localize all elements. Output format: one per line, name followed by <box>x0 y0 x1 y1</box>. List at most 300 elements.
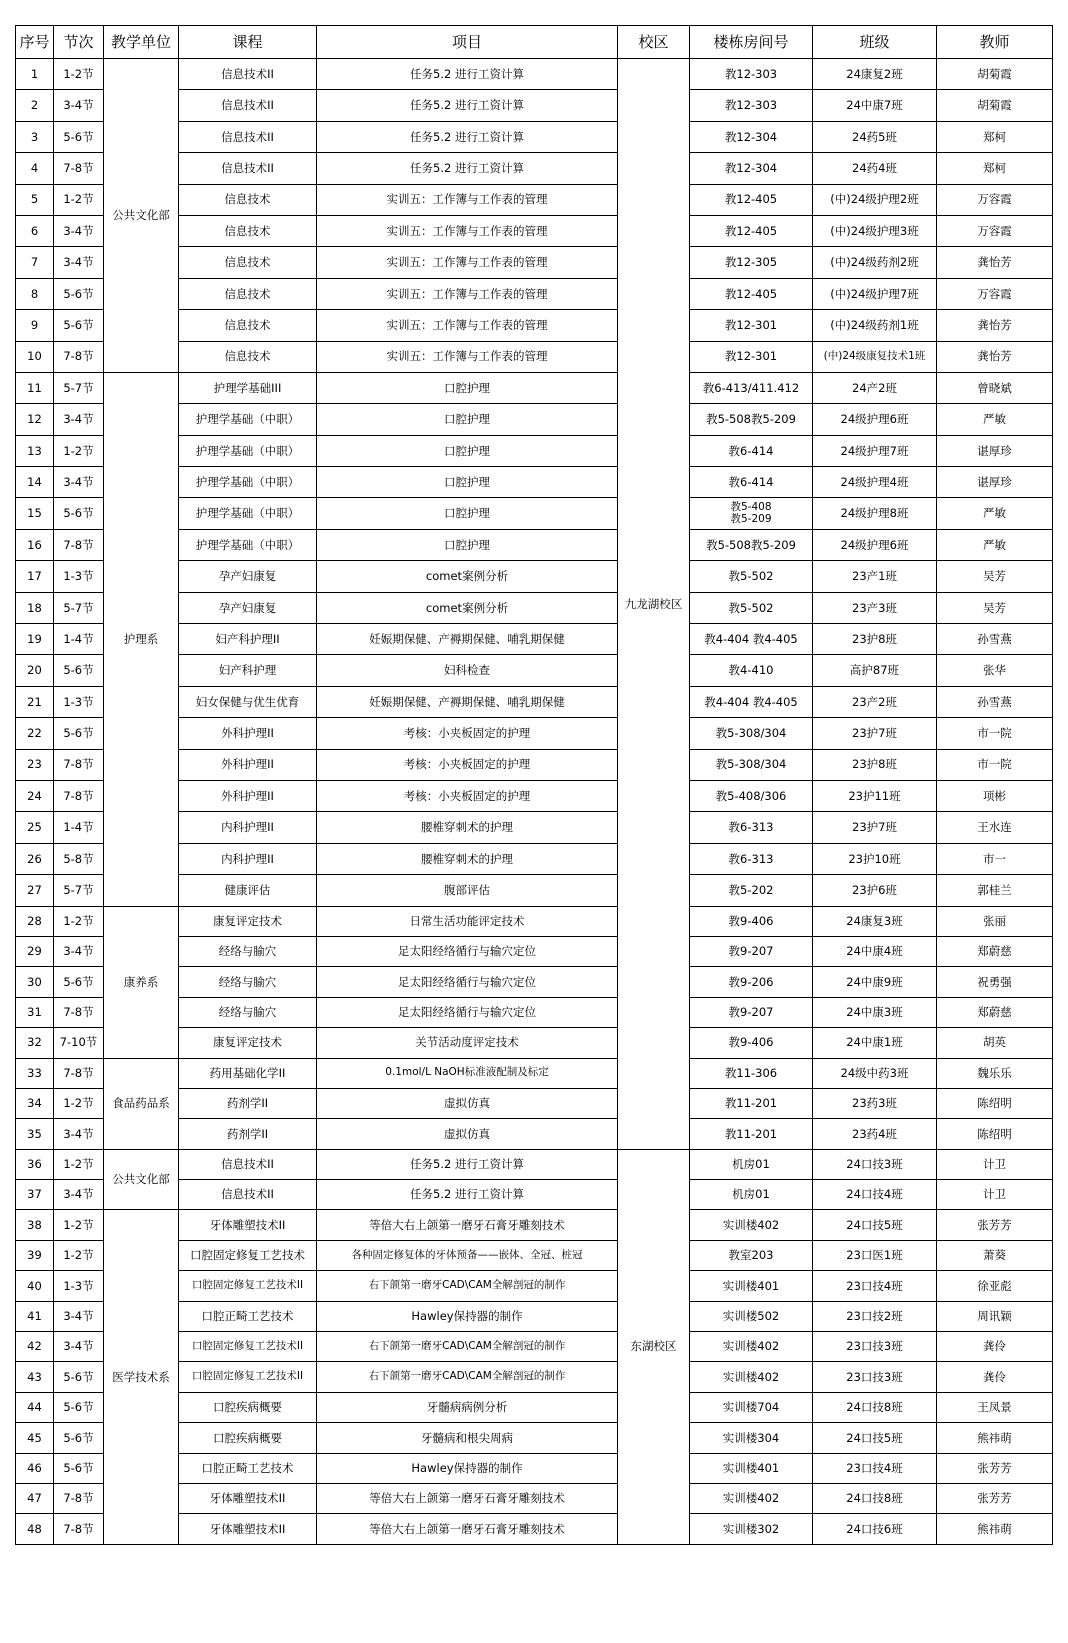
campus-cell: 九龙湖校区 <box>618 59 690 1150</box>
row-no: 20 <box>16 655 54 686</box>
row-period: 5-7节 <box>54 592 104 623</box>
row-class: 23护11班 <box>813 780 937 811</box>
row-project: 口腔护理 <box>317 498 618 529</box>
row-period: 3-4节 <box>54 936 104 966</box>
row-period: 1-4节 <box>54 812 104 843</box>
row-teacher: 龚伶 <box>937 1332 1053 1362</box>
table-row <box>16 1058 1053 1088</box>
row-period: 7-8节 <box>54 780 104 811</box>
row-room: 教9-406 <box>690 906 813 936</box>
table-body <box>16 59 1053 1545</box>
row-project: 足太阳经络循行与输穴定位 <box>317 936 618 966</box>
header-no: 序号 <box>16 26 54 59</box>
row-room: 教5-308/304 <box>690 749 813 780</box>
row-course: 信息技术II <box>179 90 317 121</box>
row-period: 1-3节 <box>54 561 104 592</box>
row-project: 日常生活功能评定技术 <box>317 906 618 936</box>
row-no: 6 <box>16 215 54 246</box>
row-class: 24口技5班 <box>813 1210 937 1240</box>
row-class: 24康复3班 <box>813 906 937 936</box>
row-class: 23药4班 <box>813 1119 937 1149</box>
row-class: 24中康1班 <box>813 1028 937 1058</box>
schedule-table <box>15 25 1053 1545</box>
row-class: (中)24级康复技术1班 <box>813 341 937 372</box>
row-teacher: 周讯颖 <box>937 1301 1053 1331</box>
row-room: 教12-304 <box>690 121 813 152</box>
row-period: 7-10节 <box>54 1028 104 1058</box>
row-period: 5-6节 <box>54 498 104 529</box>
row-course: 护理学基础（中职） <box>179 529 317 560</box>
row-class: (中)24级护理7班 <box>813 278 937 309</box>
row-period: 3-4节 <box>54 90 104 121</box>
row-no: 38 <box>16 1210 54 1240</box>
row-period: 1-2节 <box>54 184 104 215</box>
row-room: 实训楼402 <box>690 1332 813 1362</box>
row-period: 1-2节 <box>54 435 104 466</box>
header-department: 教学单位 <box>104 26 179 59</box>
row-course: 妇产科护理II <box>179 624 317 655</box>
row-teacher: 孙雪燕 <box>937 624 1053 655</box>
row-teacher: 市一院 <box>937 718 1053 749</box>
row-project: 实训五：工作簿与工作表的管理 <box>317 310 618 341</box>
row-course: 信息技术 <box>179 247 317 278</box>
row-no: 25 <box>16 812 54 843</box>
row-teacher: 郑柯 <box>937 153 1053 184</box>
row-teacher: 吴芳 <box>937 561 1053 592</box>
row-project: 关节活动度评定技术 <box>317 1028 618 1058</box>
row-room: 教12-305 <box>690 247 813 278</box>
row-no: 29 <box>16 936 54 966</box>
row-course: 信息技术II <box>179 59 317 90</box>
row-period: 1-2节 <box>54 906 104 936</box>
row-period: 1-2节 <box>54 59 104 90</box>
row-class: 24级护理6班 <box>813 529 937 560</box>
row-period: 1-3节 <box>54 686 104 717</box>
header-class: 班级 <box>813 26 937 59</box>
row-period: 1-2节 <box>54 1240 104 1270</box>
row-class: 23口技2班 <box>813 1301 937 1331</box>
row-period: 3-4节 <box>54 1332 104 1362</box>
department-cell: 公共文化部 <box>104 59 179 373</box>
row-class: 24级护理4班 <box>813 467 937 498</box>
row-teacher: 孙雪燕 <box>937 686 1053 717</box>
row-course: 口腔固定修复工艺技术 <box>179 1240 317 1270</box>
row-teacher: 王凤景 <box>937 1392 1053 1422</box>
row-course: 信息技术 <box>179 184 317 215</box>
row-project: 口腔护理 <box>317 529 618 560</box>
row-course: 护理学基础（中职） <box>179 467 317 498</box>
row-room: 教4-404 教4-405 <box>690 686 813 717</box>
row-no: 17 <box>16 561 54 592</box>
row-teacher: 龚伶 <box>937 1362 1053 1392</box>
row-period: 5-6节 <box>54 310 104 341</box>
row-room: 机房01 <box>690 1149 813 1179</box>
row-room: 教12-301 <box>690 341 813 372</box>
row-class: 23护7班 <box>813 812 937 843</box>
row-course: 护理学基础（中职） <box>179 498 317 529</box>
row-no: 46 <box>16 1453 54 1483</box>
row-class: 高护87班 <box>813 655 937 686</box>
row-period: 1-4节 <box>54 624 104 655</box>
row-no: 47 <box>16 1483 54 1513</box>
row-class: 23口技3班 <box>813 1332 937 1362</box>
department-cell: 公共文化部 <box>104 1149 179 1210</box>
room-line: 教5-408 <box>730 501 772 514</box>
row-room: 实训楼401 <box>690 1271 813 1301</box>
row-room: 实训楼401 <box>690 1453 813 1483</box>
row-class: (中)24级护理3班 <box>813 215 937 246</box>
row-no: 41 <box>16 1301 54 1331</box>
row-teacher: 熊祎萌 <box>937 1423 1053 1453</box>
row-class: 24口技5班 <box>813 1423 937 1453</box>
row-no: 3 <box>16 121 54 152</box>
row-course: 康复评定技术 <box>179 906 317 936</box>
row-class: 23护6班 <box>813 875 937 906</box>
row-teacher: 郭桂兰 <box>937 875 1053 906</box>
row-course: 信息技术II <box>179 121 317 152</box>
row-room: 教9-207 <box>690 997 813 1027</box>
row-class: 24口技8班 <box>813 1392 937 1422</box>
row-room: 教12-301 <box>690 310 813 341</box>
row-room: 教室203 <box>690 1240 813 1270</box>
row-project: 各种固定修复体的牙体预备——嵌体、全冠、桩冠 <box>317 1240 618 1270</box>
row-class: 24中康9班 <box>813 967 937 997</box>
row-room: 教12-405 <box>690 184 813 215</box>
row-room: 实训楼304 <box>690 1423 813 1453</box>
row-period: 5-6节 <box>54 121 104 152</box>
row-no: 34 <box>16 1088 54 1118</box>
row-course: 经络与腧穴 <box>179 936 317 966</box>
row-no: 33 <box>16 1058 54 1088</box>
row-project: 腹部评估 <box>317 875 618 906</box>
row-project: 任务5.2 进行工资计算 <box>317 153 618 184</box>
row-teacher: 龚怡芳 <box>937 247 1053 278</box>
row-teacher: 严敏 <box>937 529 1053 560</box>
row-no: 16 <box>16 529 54 560</box>
row-course: 内科护理II <box>179 812 317 843</box>
row-teacher: 万容霞 <box>937 215 1053 246</box>
row-room: 教5-502 <box>690 561 813 592</box>
row-class: 24中康4班 <box>813 936 937 966</box>
row-course: 健康评估 <box>179 875 317 906</box>
row-project: 考核：小夹板固定的护理 <box>317 749 618 780</box>
row-period: 3-4节 <box>54 1119 104 1149</box>
row-project: 任务5.2 进行工资计算 <box>317 121 618 152</box>
row-room: 实训楼704 <box>690 1392 813 1422</box>
row-course: 信息技术 <box>179 215 317 246</box>
row-project: 任务5.2 进行工资计算 <box>317 1180 618 1210</box>
row-no: 32 <box>16 1028 54 1058</box>
row-no: 15 <box>16 498 54 529</box>
row-teacher: 胡菊霞 <box>937 90 1053 121</box>
row-course: 信息技术II <box>179 153 317 184</box>
row-teacher: 张丽 <box>937 906 1053 936</box>
row-room: 教4-410 <box>690 655 813 686</box>
row-course: 口腔疾病概要 <box>179 1392 317 1422</box>
room-line: 教5-209 <box>730 512 772 525</box>
row-project: 0.1mol/L NaOH标准液配制及标定 <box>317 1058 618 1088</box>
row-project: 任务5.2 进行工资计算 <box>317 59 618 90</box>
row-teacher: 谌厚珍 <box>937 435 1053 466</box>
row-class: 24级护理6班 <box>813 404 937 435</box>
row-period: 1-2节 <box>54 1210 104 1240</box>
row-project: 等倍大右上颌第一磨牙石膏牙雕刻技术 <box>317 1483 618 1513</box>
row-teacher: 祝勇强 <box>937 967 1053 997</box>
row-project: 考核：小夹板固定的护理 <box>317 780 618 811</box>
row-course: 口腔疾病概要 <box>179 1423 317 1453</box>
row-course: 药剂学II <box>179 1088 317 1118</box>
row-period: 5-6节 <box>54 1392 104 1422</box>
row-project: 任务5.2 进行工资计算 <box>317 1149 618 1179</box>
row-project: 腰椎穿刺术的护理 <box>317 843 618 874</box>
row-period: 5-8节 <box>54 843 104 874</box>
row-teacher: 万容霞 <box>937 184 1053 215</box>
row-no: 4 <box>16 153 54 184</box>
row-room: 实训楼402 <box>690 1362 813 1392</box>
department-cell: 康养系 <box>104 906 179 1058</box>
row-no: 10 <box>16 341 54 372</box>
row-period: 7-8节 <box>54 341 104 372</box>
row-room: 实训楼402 <box>690 1483 813 1513</box>
row-no: 13 <box>16 435 54 466</box>
row-project: 妊娠期保健、产褥期保健、哺乳期保健 <box>317 624 618 655</box>
row-project: 妇科检查 <box>317 655 618 686</box>
row-course: 牙体雕塑技术II <box>179 1483 317 1513</box>
row-no: 40 <box>16 1271 54 1301</box>
row-class: 23产1班 <box>813 561 937 592</box>
row-no: 18 <box>16 592 54 623</box>
header-project: 项目 <box>317 26 618 59</box>
row-no: 42 <box>16 1332 54 1362</box>
row-class: 23护10班 <box>813 843 937 874</box>
row-teacher: 张芳芳 <box>937 1483 1053 1513</box>
row-course: 妇女保健与优生优育 <box>179 686 317 717</box>
row-course: 信息技术 <box>179 341 317 372</box>
row-course: 外科护理II <box>179 718 317 749</box>
row-no: 9 <box>16 310 54 341</box>
row-no: 31 <box>16 997 54 1027</box>
row-project: 牙髓病和根尖周病 <box>317 1423 618 1453</box>
row-course: 口腔固定修复工艺技术II <box>179 1362 317 1392</box>
row-course: 康复评定技术 <box>179 1028 317 1058</box>
row-class: 24中康3班 <box>813 997 937 1027</box>
row-period: 5-7节 <box>54 372 104 403</box>
row-teacher: 龚怡芳 <box>937 310 1053 341</box>
row-teacher: 熊祎萌 <box>937 1514 1053 1544</box>
row-course: 孕产妇康复 <box>179 592 317 623</box>
row-class: 23口技3班 <box>813 1362 937 1392</box>
row-no: 22 <box>16 718 54 749</box>
row-class: 24口技3班 <box>813 1149 937 1179</box>
row-project: 考核：小夹板固定的护理 <box>317 718 618 749</box>
row-room: 教5-502 <box>690 592 813 623</box>
row-course: 经络与腧穴 <box>179 997 317 1027</box>
row-room: 教4-404 教4-405 <box>690 624 813 655</box>
row-teacher: 胡菊霞 <box>937 59 1053 90</box>
row-period: 3-4节 <box>54 247 104 278</box>
row-no: 37 <box>16 1180 54 1210</box>
row-project: Hawley保持器的制作 <box>317 1453 618 1483</box>
row-class: 23口技4班 <box>813 1271 937 1301</box>
row-period: 5-7节 <box>54 875 104 906</box>
row-no: 1 <box>16 59 54 90</box>
row-no: 44 <box>16 1392 54 1422</box>
row-room: 实训楼502 <box>690 1301 813 1331</box>
row-course: 外科护理II <box>179 780 317 811</box>
row-no: 45 <box>16 1423 54 1453</box>
table-header <box>16 26 1053 59</box>
table-row <box>16 906 1053 936</box>
row-teacher: 严敏 <box>937 498 1053 529</box>
row-no: 24 <box>16 780 54 811</box>
row-class: 24产2班 <box>813 372 937 403</box>
row-teacher: 张芳芳 <box>937 1210 1053 1240</box>
row-teacher: 郑蔚慈 <box>937 936 1053 966</box>
row-period: 5-6节 <box>54 1362 104 1392</box>
row-room: 实训楼402 <box>690 1210 813 1240</box>
row-class: 23护8班 <box>813 749 937 780</box>
row-room: 教11-201 <box>690 1088 813 1118</box>
row-course: 口腔固定修复工艺技术II <box>179 1271 317 1301</box>
row-project: 口腔护理 <box>317 404 618 435</box>
row-teacher: 曾晓斌 <box>937 372 1053 403</box>
row-period: 5-6节 <box>54 718 104 749</box>
row-project: 虚拟仿真 <box>317 1088 618 1118</box>
table-row <box>16 1210 1053 1240</box>
row-no: 28 <box>16 906 54 936</box>
row-class: 23产2班 <box>813 686 937 717</box>
row-room: 教12-303 <box>690 59 813 90</box>
row-teacher: 计卫 <box>937 1149 1053 1179</box>
row-room: 教9-206 <box>690 967 813 997</box>
row-project: 口腔护理 <box>317 435 618 466</box>
row-class: 23口技4班 <box>813 1453 937 1483</box>
row-period: 1-2节 <box>54 1149 104 1179</box>
row-project: 腰椎穿刺术的护理 <box>317 812 618 843</box>
row-no: 23 <box>16 749 54 780</box>
row-period: 5-6节 <box>54 278 104 309</box>
row-course: 信息技术II <box>179 1149 317 1179</box>
row-course: 牙体雕塑技术II <box>179 1210 317 1240</box>
row-period: 5-6节 <box>54 655 104 686</box>
row-course: 牙体雕塑技术II <box>179 1514 317 1544</box>
row-project: 实训五：工作簿与工作表的管理 <box>317 341 618 372</box>
row-project: Hawley保持器的制作 <box>317 1301 618 1331</box>
row-no: 21 <box>16 686 54 717</box>
row-room: 教12-405 <box>690 215 813 246</box>
row-no: 12 <box>16 404 54 435</box>
row-room: 教5-508教5-209 <box>690 404 813 435</box>
row-project: 等倍大右上颌第一磨牙石膏牙雕刻技术 <box>317 1210 618 1240</box>
row-room: 教5-408/306 <box>690 780 813 811</box>
row-course: 孕产妇康复 <box>179 561 317 592</box>
row-no: 36 <box>16 1149 54 1179</box>
row-class: 24康复2班 <box>813 59 937 90</box>
row-room: 教6-414 <box>690 467 813 498</box>
row-room: 教6-313 <box>690 843 813 874</box>
row-teacher: 张华 <box>937 655 1053 686</box>
row-room: 教12-304 <box>690 153 813 184</box>
row-period: 3-4节 <box>54 467 104 498</box>
row-teacher: 陈绍明 <box>937 1088 1053 1118</box>
row-room <box>690 498 813 529</box>
row-course: 妇产科护理 <box>179 655 317 686</box>
row-project: 实训五：工作簿与工作表的管理 <box>317 278 618 309</box>
row-room: 机房01 <box>690 1180 813 1210</box>
department-cell: 护理系 <box>104 372 179 906</box>
row-course: 信息技术 <box>179 278 317 309</box>
row-teacher: 郑柯 <box>937 121 1053 152</box>
row-class: 24药5班 <box>813 121 937 152</box>
row-no: 43 <box>16 1362 54 1392</box>
row-period: 3-4节 <box>54 215 104 246</box>
row-no: 30 <box>16 967 54 997</box>
row-period: 1-3节 <box>54 1271 104 1301</box>
row-course: 外科护理II <box>179 749 317 780</box>
row-project: 实训五：工作簿与工作表的管理 <box>317 247 618 278</box>
department-cell: 医学技术系 <box>104 1210 179 1544</box>
row-room: 教5-508教5-209 <box>690 529 813 560</box>
row-room: 教5-202 <box>690 875 813 906</box>
header-campus: 校区 <box>618 26 690 59</box>
row-period: 5-6节 <box>54 1453 104 1483</box>
row-teacher: 计卫 <box>937 1180 1053 1210</box>
row-no: 11 <box>16 372 54 403</box>
row-class: 24中康7班 <box>813 90 937 121</box>
row-project: 妊娠期保健、产褥期保健、哺乳期保健 <box>317 686 618 717</box>
row-room: 实训楼302 <box>690 1514 813 1544</box>
row-no: 26 <box>16 843 54 874</box>
row-class: (中)24级药剂1班 <box>813 310 937 341</box>
row-project: comet案例分析 <box>317 561 618 592</box>
row-room: 教11-201 <box>690 1119 813 1149</box>
row-no: 8 <box>16 278 54 309</box>
row-period: 3-4节 <box>54 1301 104 1331</box>
row-no: 35 <box>16 1119 54 1149</box>
row-teacher: 严敏 <box>937 404 1053 435</box>
row-teacher: 项彬 <box>937 780 1053 811</box>
row-project: 口腔护理 <box>317 467 618 498</box>
row-teacher: 郑蔚慈 <box>937 997 1053 1027</box>
row-no: 14 <box>16 467 54 498</box>
row-no: 48 <box>16 1514 54 1544</box>
row-period: 7-8节 <box>54 529 104 560</box>
row-project: 等倍大右上颌第一磨牙石膏牙雕刻技术 <box>317 1514 618 1544</box>
row-course: 口腔正畸工艺技术 <box>179 1453 317 1483</box>
row-period: 7-8节 <box>54 153 104 184</box>
row-class: (中)24级护理2班 <box>813 184 937 215</box>
campus-cell: 东湖校区 <box>618 1149 690 1544</box>
row-course: 药用基础化学II <box>179 1058 317 1088</box>
table-row <box>16 372 1053 403</box>
row-teacher: 吴芳 <box>937 592 1053 623</box>
row-teacher: 王水连 <box>937 812 1053 843</box>
row-project: 任务5.2 进行工资计算 <box>317 90 618 121</box>
row-teacher: 市一 <box>937 843 1053 874</box>
row-room: 教11-306 <box>690 1058 813 1088</box>
row-period: 3-4节 <box>54 404 104 435</box>
row-class: 24口技8班 <box>813 1483 937 1513</box>
row-teacher: 龚怡芳 <box>937 341 1053 372</box>
row-class: 24级护理7班 <box>813 435 937 466</box>
row-project: 右下颌第一磨牙CAD\CAM全解剖冠的制作 <box>317 1271 618 1301</box>
row-class: 23护8班 <box>813 624 937 655</box>
table-row <box>16 1149 1053 1179</box>
row-class: 23护7班 <box>813 718 937 749</box>
row-class: 24级中药3班 <box>813 1058 937 1088</box>
row-course: 信息技术 <box>179 310 317 341</box>
row-course: 口腔固定修复工艺技术II <box>179 1332 317 1362</box>
